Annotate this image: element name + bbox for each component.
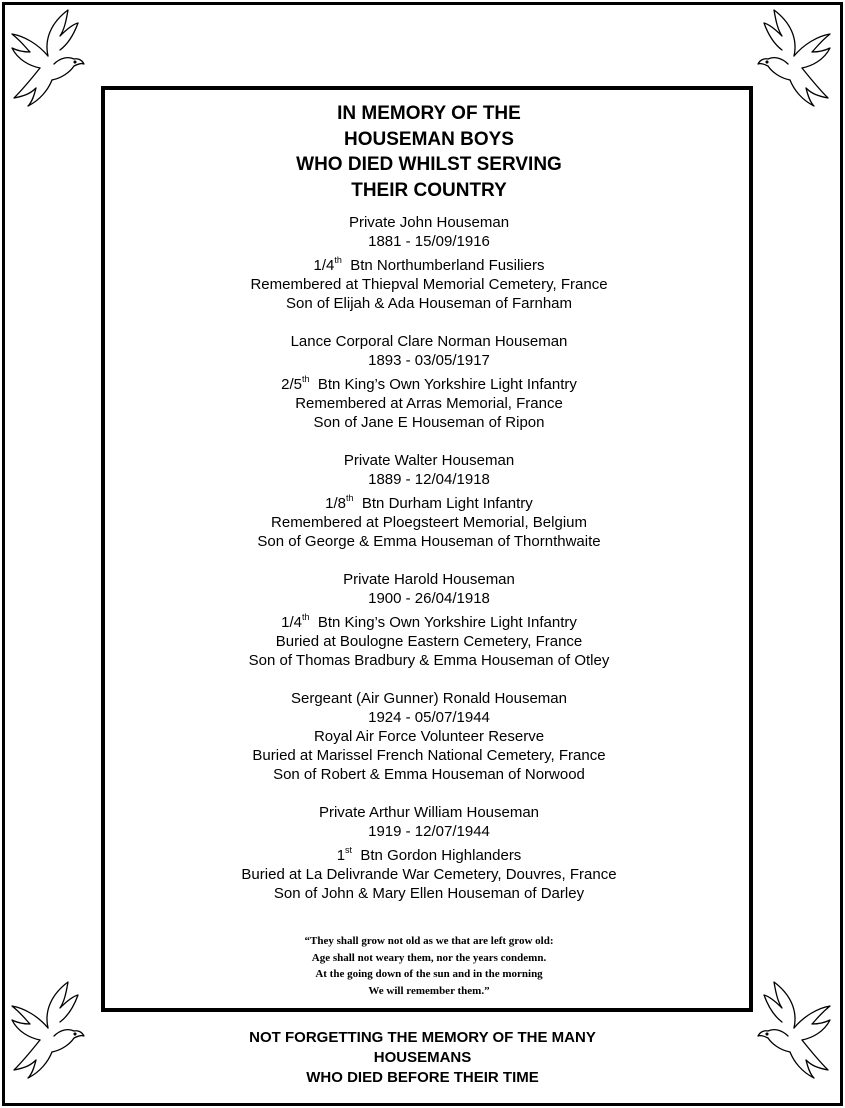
title-line: THEIR COUNTRY — [351, 179, 507, 201]
footer-dedication — [0, 1028, 845, 1088]
entry-memorial: Remembered at Ploegsteert Memorial, Belgium — [271, 514, 587, 531]
entry-dates: 1889 - 12/04/1918 — [368, 471, 490, 488]
footer-line: NOT FORGETTING THE MEMORY OF THE MANY — [249, 1029, 596, 1046]
dove-icon — [8, 8, 86, 108]
entry-parents: Son of Elijah & Ada Houseman of Farnham — [286, 295, 572, 312]
poem-line: We will remember them.” — [368, 984, 490, 997]
entry-unit: 1/4th Btn Northumberland Fusiliers — [313, 255, 545, 274]
poem-line: “They shall grow not old as we that are left grow old: — [304, 935, 554, 947]
footer-line: HOUSEMANS — [373, 1049, 472, 1066]
memorial-entries — [105, 213, 753, 922]
entry-parents: Son of George & Emma Houseman of Thornthwaite — [257, 533, 601, 550]
entry-name: Lance Corporal Clare Norman Houseman — [290, 333, 568, 350]
entry-dates: 1919 - 12/07/1944 — [368, 823, 490, 840]
entry-unit: 1/8th Btn Durham Light Infantry — [325, 493, 533, 512]
entry-parents: Son of John & Mary Ellen Houseman of Darley — [273, 885, 585, 902]
entry-memorial: Remembered at Thiepval Memorial Cemetery, France — [250, 276, 608, 293]
memorial-entry — [105, 451, 753, 551]
title-line: IN MEMORY OF THE — [337, 103, 521, 124]
entry-memorial: Buried at Boulogne Eastern Cemetery, France — [275, 633, 583, 650]
memorial-entry — [105, 803, 753, 903]
entry-name: Private Arthur William Houseman — [318, 804, 540, 821]
memorial-entry — [105, 570, 753, 670]
memorial-entry — [105, 213, 753, 313]
entry-parents: Son of Jane E Houseman of Ripon — [313, 414, 545, 431]
entry-unit: 1/4th Btn King’s Own Yorkshire Light Infantry — [281, 612, 577, 631]
entry-unit: Royal Air Force Volunteer Reserve — [313, 728, 545, 745]
memorial-entry — [105, 689, 753, 784]
dove-icon — [756, 8, 834, 108]
entry-parents: Son of Robert & Emma Houseman of Norwood — [273, 766, 585, 783]
memorial-entry — [105, 332, 753, 432]
entry-dates: 1924 - 05/07/1944 — [368, 709, 490, 726]
entry-name: Private Walter Houseman — [343, 452, 515, 469]
entry-parents: Son of Thomas Bradbury & Emma Houseman of Otley — [248, 652, 610, 669]
entry-name: Sergeant (Air Gunner) Ronald Houseman — [291, 690, 567, 707]
entry-unit: 2/5th Btn King’s Own Yorkshire Light Infantry — [281, 374, 577, 393]
title-line: WHO DIED WHILST SERVING — [296, 154, 562, 175]
entry-memorial: Remembered at Arras Memorial, France — [295, 395, 563, 412]
entry-dates: 1881 - 15/09/1916 — [368, 233, 490, 250]
title-line: HOUSEMAN BOYS — [344, 128, 514, 150]
entry-unit: 1st Btn Gordon Highlanders — [336, 845, 522, 864]
entry-memorial: Buried at La Delivrande War Cemetery, Douvres, France — [241, 866, 617, 883]
entry-dates: 1893 - 03/05/1917 — [368, 352, 490, 369]
poem-line: At the going down of the sun and in the morning — [315, 968, 543, 980]
footer-line: WHO DIED BEFORE THEIR TIME — [306, 1069, 539, 1086]
poem-line: Age shall not weary them, nor the years condemn. — [311, 951, 547, 964]
entry-name: Private Harold Houseman — [343, 571, 515, 588]
entry-dates: 1900 - 26/04/1918 — [368, 590, 490, 607]
memorial-title — [105, 101, 753, 203]
poem-quote — [105, 933, 753, 999]
entry-name: Private John Houseman — [348, 214, 510, 231]
entry-memorial: Buried at Marissel French National Cemetery, France — [252, 747, 606, 764]
